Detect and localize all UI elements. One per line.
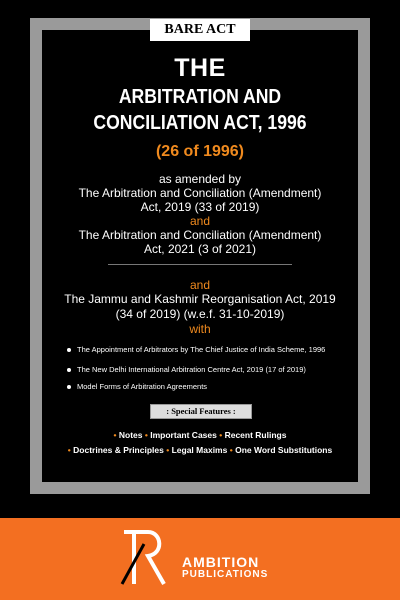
amended-line-2: The Arbitration and Conciliation (Amendment) xyxy=(78,186,322,200)
publisher-name: AMBITION xyxy=(182,554,260,570)
feature-item: Doctrines & Principles xyxy=(73,445,164,455)
amended-line-3: Act, 2019 (33 of 2019) xyxy=(140,200,260,214)
publisher-sub: PUBLICATIONS xyxy=(182,569,269,580)
bullet-dot-icon xyxy=(67,385,71,389)
act-number: (26 of 1996) xyxy=(155,143,245,160)
bare-act-tag: BARE ACT xyxy=(150,19,250,41)
features-row-1: • Notes • Important Cases • Recent Rulings xyxy=(113,430,287,440)
divider xyxy=(108,264,292,265)
title-line-2: ARBITRATION AND xyxy=(118,86,282,108)
jk-and: and xyxy=(189,278,211,292)
amended-line-4: The Arbitration and Conciliation (Amendment) xyxy=(78,228,322,242)
feature-item: One Word Substitutions xyxy=(235,445,333,455)
bullet-item xyxy=(67,345,325,354)
title-line-3: CONCILIATION ACT, 1996 xyxy=(93,112,307,134)
feature-item: Notes xyxy=(118,430,143,440)
title-line-1: THE xyxy=(174,54,226,82)
feature-item: Important Cases xyxy=(150,430,217,440)
feature-item: Recent Rulings xyxy=(224,430,287,440)
bullet-text: The New Delhi International Arbitration Centre Act, 2019 (17 of 2019) xyxy=(77,365,306,374)
jk-line-2: (34 of 2019) (w.e.f. 31-10-2019) xyxy=(115,307,285,321)
features-row-2: • Doctrines & Principles • Legal Maxims • One Word Substitutions xyxy=(67,445,333,455)
bullet-text: Model Forms of Arbitration Agreements xyxy=(77,382,208,391)
bullet-item xyxy=(67,382,207,391)
jk-line-1: The Jammu and Kashmir Reorganisation Act, 2019 xyxy=(64,292,336,306)
bullet-item xyxy=(67,365,306,374)
special-features-label: : Special Features : xyxy=(150,404,252,419)
amended-line-1: as amended by xyxy=(158,172,242,186)
bullet-text: The Appointment of Arbitrators by The Chief Justice of India Scheme, 1996 xyxy=(77,345,326,354)
feature-item: Legal Maxims xyxy=(171,445,228,455)
bullet-dot-icon xyxy=(67,368,71,372)
amended-line-5: Act, 2021 (3 of 2021) xyxy=(143,242,257,256)
bullet-dot-icon xyxy=(67,348,71,352)
ambition-logo-icon xyxy=(118,528,174,588)
jk-with: with xyxy=(189,322,211,336)
amended-and: and xyxy=(189,214,211,228)
